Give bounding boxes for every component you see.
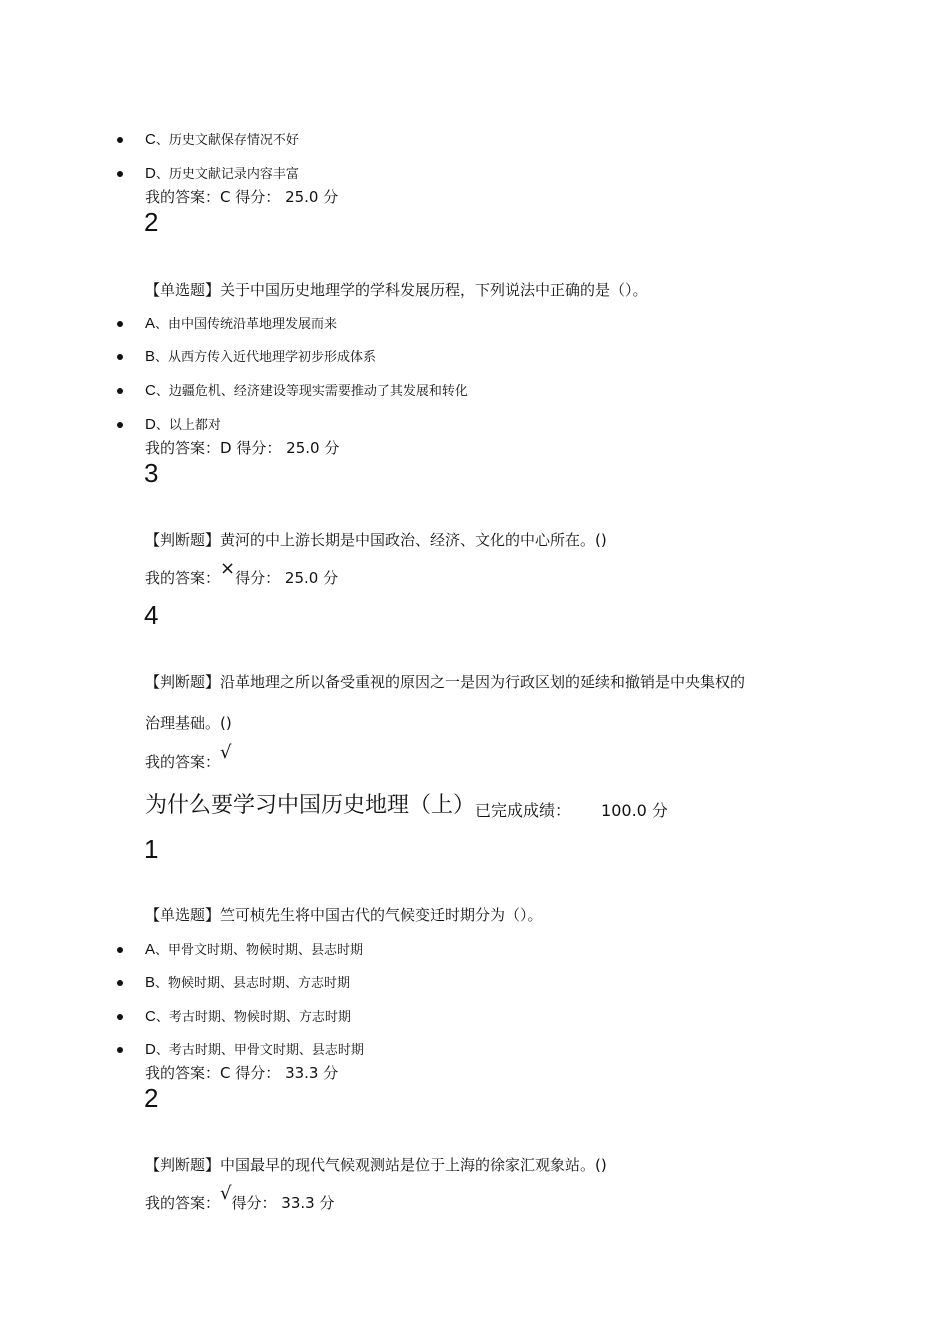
cross-mark-icon: × xyxy=(220,558,236,579)
my-answer: 我的答案：D 得分： 25.0 分 xyxy=(145,439,340,457)
question-number: 1 xyxy=(144,834,159,864)
bullet xyxy=(117,137,123,143)
bullet xyxy=(117,388,123,394)
question-text: 【判断题】沿革地理之所以备受重视的原因之一是因为行政区划的延续和撤销是中央集权的 xyxy=(145,673,746,691)
section-title: 为什么要学习中国历史地理（上） xyxy=(145,793,476,818)
check-mark-icon: √ xyxy=(220,1183,232,1204)
bullet xyxy=(117,321,123,327)
option-d: D、以上都对 xyxy=(145,416,221,433)
bullet xyxy=(117,354,123,360)
question-number: 2 xyxy=(144,207,159,237)
bullet xyxy=(117,980,123,986)
bullet xyxy=(117,947,123,953)
option-a: A、甲骨文时期、物候时期、县志时期 xyxy=(145,941,364,958)
bullet xyxy=(117,1047,123,1053)
option-b: B、物候时期、县志时期、方志时期 xyxy=(145,974,351,991)
option-c: C、历史文献保存情况不好 xyxy=(145,131,299,148)
my-answer: 我的答案：√ xyxy=(145,742,232,771)
option-c: C、边疆危机、经济建设等现实需要推动了其发展和转化 xyxy=(145,382,468,399)
my-answer: 我的答案：√得分： 33.3 分 xyxy=(145,1183,335,1212)
section-heading xyxy=(145,788,668,819)
my-answer: 我的答案：C 得分： 33.3 分 xyxy=(145,1064,339,1082)
question-number: 4 xyxy=(144,600,159,630)
my-answer: 我的答案：C 得分： 25.0 分 xyxy=(145,188,339,206)
bullet xyxy=(117,171,123,177)
bullet xyxy=(117,1014,123,1020)
option-d: D、历史文献记录内容丰富 xyxy=(145,165,299,182)
question-number: 2 xyxy=(144,1083,159,1113)
check-mark-icon: √ xyxy=(220,742,232,763)
question-text: 【单选题】竺可桢先生将中国古代的气候变迁时期分为（）。 xyxy=(145,906,543,924)
question-number: 3 xyxy=(144,458,159,488)
question-text: 【单选题】关于中国历史地理学的学科发展历程，下列说法中正确的是（）。 xyxy=(145,281,648,299)
bullet xyxy=(117,422,123,428)
question-text: 【判断题】黄河的中上游长期是中国政治、经济、文化的中心所在。() xyxy=(145,531,607,549)
option-c: C、考古时期、物候时期、方志时期 xyxy=(145,1008,351,1025)
option-d: D、考古时期、甲骨文时期、县志时期 xyxy=(145,1041,364,1058)
option-a: A、由中国传统沿革地理发展而来 xyxy=(145,315,338,332)
question-text-continued: 治理基础。() xyxy=(145,714,232,732)
my-answer: 我的答案：×得分： 25.0 分 xyxy=(145,558,339,587)
completed-label: 已完成成绩： xyxy=(475,801,572,820)
question-text: 【判断题】中国最早的现代气候观测站是位于上海的徐家汇观象站。() xyxy=(145,1156,607,1174)
section-score: 100.0 分 xyxy=(601,801,668,820)
option-b: B、从西方传入近代地理学初步形成体系 xyxy=(145,348,377,365)
